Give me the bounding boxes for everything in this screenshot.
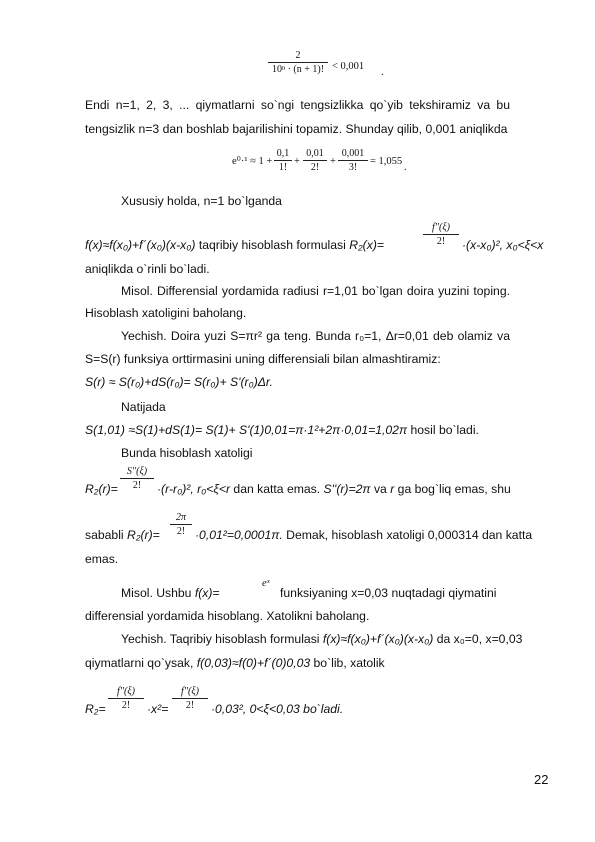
term2-num: 0,01 — [306, 148, 324, 159]
inline-formula: ·x²= — [147, 702, 169, 716]
inline-formula: ·0,03², 0<ξ<0,03 bo`ladi. — [211, 702, 344, 716]
paragraph-line: Bunda hisoblash xatoligi — [121, 446, 253, 460]
paragraph-line: S=S(r) funksiya orttirmasini uning differensiali bilan almashtiramiz: — [85, 352, 441, 366]
paragraph-line: tengsizlik n=3 dan boshlab bajarilishini topamiz. Shunday qilib, 0,001 aniqlikda — [85, 122, 508, 136]
term1-num: 0,1 — [276, 148, 290, 159]
inline-text: qiymatlarni qo`ysak, — [85, 656, 197, 670]
inline-formula: R₂(r)= — [127, 528, 160, 542]
frac-num: f''(ξ) — [181, 686, 199, 697]
paragraph-line: Natijada — [121, 400, 166, 414]
frac-den: 2! — [185, 700, 195, 711]
formula-line — [85, 421, 479, 439]
formula-line — [121, 584, 220, 602]
inline-text: Yechish. Taqribiy hisoblash formulasi — [121, 632, 323, 646]
term3-den: 3! — [348, 162, 358, 173]
inline-formula: ·(x-x₀)², x₀<ξ<x — [462, 238, 544, 252]
paragraph-line: Misol. Differensial yordamida radiusi r=1,01 bo`lgan doira yuzini toping. — [121, 284, 510, 298]
inline-formula: eˣ — [262, 578, 270, 589]
formula-line — [85, 654, 385, 672]
paragraph-line: aniqlikda o`rinli bo`ladi. — [85, 262, 210, 276]
formula-e-result: = 1,055 — [370, 156, 403, 167]
formula-line — [85, 236, 384, 254]
frac-num: S''(ξ) — [126, 466, 148, 477]
inline-text: hosil bo`ladi. — [407, 423, 479, 437]
inline-formula: S(1,01) ≈S(1)+dS(1)= S(1)+ S'(1)0,01=π·1²+2π·0,01=1,02π — [85, 423, 408, 437]
paragraph-line: emas. — [85, 552, 119, 566]
frac-num: f''(ξ) — [117, 686, 135, 697]
inline-formula: S''(r)=2π — [323, 482, 371, 496]
remainder-fraction — [172, 686, 208, 711]
formula-e-lhs: e⁰·¹ ≈ 1 + — [232, 156, 273, 167]
inline-text: Demak, hisoblash xatoligi 0,000314 dan katta — [282, 528, 533, 542]
formula-e-dot: . — [404, 162, 407, 173]
frac-den: 2! — [176, 526, 186, 537]
formula-line — [85, 526, 160, 544]
formula-top-numerator: 2 — [295, 50, 301, 61]
inline-formula: f(x)= — [194, 586, 220, 600]
paragraph-line: Yechish. Doira yuzi S=πr² ga teng. Bunda r₀=1, Δr=0,01 deb olamiz va — [121, 329, 510, 343]
paragraph-line: Hisoblash xatoligini baholang. — [85, 306, 247, 320]
plus-sign: + — [330, 156, 336, 167]
inline-text: bo`lib, xatolik — [310, 656, 385, 670]
inline-text: sababli — [85, 528, 128, 542]
frac-den: 2! — [121, 700, 131, 711]
frac-num: f''(ξ) — [432, 222, 450, 233]
inline-formula: R₂(x)= — [349, 238, 384, 252]
remainder-fraction — [423, 222, 459, 247]
inline-text: Misol. Ushbu — [121, 586, 195, 600]
inline-text: da x₀=0, x=0,03 — [433, 632, 523, 646]
inline-formula: f(0,03)≈f(0)+f´(0)0,03 — [196, 656, 311, 670]
formula-e-term2 — [303, 148, 327, 173]
inline-formula: r — [390, 482, 395, 496]
remainder-fraction — [108, 686, 144, 711]
formula-top-fraction — [268, 50, 328, 75]
frac-den: 2! — [132, 480, 142, 491]
inline-formula: f(x)≈f(x₀)+f´(x₀)(x-x₀) — [85, 238, 196, 252]
term2-den: 2! — [310, 162, 320, 173]
formula-e-term3 — [338, 148, 368, 173]
paragraph-line: Endi n=1, 2, 3, ... qiymatlarni so`ngi tengsizlikka qo`yib tekshiramiz va bu — [85, 98, 510, 112]
term1-den: 1! — [278, 162, 288, 173]
page-number: 22 — [534, 772, 549, 787]
inline-formula: R₂(r)= — [85, 482, 118, 496]
paragraph-line: Xususiy holda, n=1 bo`lganda — [121, 194, 282, 208]
frac-num: 2π — [175, 512, 186, 523]
formula-line — [121, 630, 522, 648]
formula-e-term1 — [274, 148, 292, 173]
inline-text: funksiyaning x=0,03 nuqtadagi qiymatini — [280, 586, 497, 600]
inline-text: va — [370, 482, 391, 496]
formula-line — [157, 480, 511, 498]
inline-formula: ·0,01²=0,0001π. — [195, 528, 283, 542]
formula-top-dot: . — [381, 67, 384, 78]
remainder-fraction — [120, 466, 154, 491]
formula-line: S(r) ≈ S(r₀)+dS(r₀)= S(r₀)+ S'(r₀)Δr. — [85, 375, 273, 389]
inline-text: dan katta emas. — [230, 482, 324, 496]
paragraph-line: differensial yordamida hisoblang. Xatolikni baholang. — [85, 609, 370, 623]
formula-line — [195, 526, 532, 544]
inline-formula: ·(r-r₀)², r₀<ξ<r — [157, 482, 231, 496]
inline-formula: R₂= — [85, 702, 106, 716]
inline-formula: f(x)≈f(x₀)+f´(x₀)(x-x₀) — [322, 632, 434, 646]
plus-sign: + — [294, 156, 300, 167]
formula-top-relation: < 0,001 — [332, 61, 365, 72]
inline-text: ga bog`liq emas, shu — [394, 482, 511, 496]
frac-den: 2! — [436, 236, 446, 247]
formula-top-denominator: 10ⁿ · (n + 1)! — [271, 64, 325, 75]
inline-text: taqribiy hisoblash formulasi — [195, 238, 350, 252]
remainder-fraction — [170, 512, 192, 537]
term3-num: 0,001 — [341, 148, 365, 159]
